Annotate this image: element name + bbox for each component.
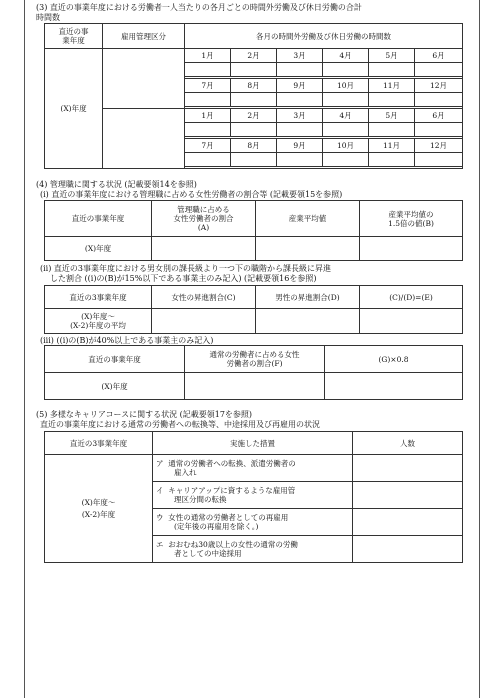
ii-row-years: (X)年度～ (X-2)年度の平均: [45, 309, 152, 334]
hours-cell[interactable]: [369, 153, 415, 167]
ii-value-cell[interactable]: [256, 309, 360, 334]
overtime-table: [44, 23, 463, 169]
hours-cell[interactable]: [185, 123, 231, 137]
iii-value-cell[interactable]: [325, 373, 463, 400]
month-label: 7月: [185, 79, 231, 93]
month-label: 8月: [231, 79, 277, 93]
month-label: 12月: [415, 139, 463, 153]
count-cell[interactable]: [353, 482, 463, 509]
col-hours-header: 各月の時間外労働及び休日労働の時間数: [185, 24, 463, 49]
hours-cell[interactable]: [277, 63, 323, 77]
month-label: 1月: [185, 49, 231, 63]
month-label: 11月: [369, 79, 415, 93]
regular-worker-table: [44, 345, 463, 400]
col-category-header: 雇用管理区分: [103, 24, 185, 49]
i-value-cell[interactable]: [256, 237, 360, 261]
hours-cell[interactable]: [185, 153, 231, 167]
hours-cell[interactable]: [369, 63, 415, 77]
measure-item: ウ 女性の通常の労働者としての再雇用 (定年後の再雇用を除く。): [153, 509, 353, 536]
ii-value-cell[interactable]: [360, 309, 463, 334]
v-row-years: (X)年度～ (X-2)年度: [45, 455, 153, 563]
ii-value-cell[interactable]: [152, 309, 256, 334]
row-year-label: (X)年度: [45, 49, 103, 169]
hours-cell[interactable]: [277, 93, 323, 107]
count-cell[interactable]: [353, 455, 463, 482]
hours-cell[interactable]: [323, 153, 369, 167]
v-col-measures: 実施した措置: [153, 432, 353, 455]
i-col-year: 直近の事業年度: [45, 201, 152, 237]
month-label: 6月: [415, 49, 463, 63]
hours-cell[interactable]: [231, 93, 277, 107]
hours-cell[interactable]: [231, 63, 277, 77]
v-col-count: 人数: [353, 432, 463, 455]
i-col-industry-1-5: 産業平均値の 1.5倍の値(B): [360, 201, 463, 237]
month-label: 1月: [185, 109, 231, 123]
v-col-years: 直近の3事業年度: [45, 432, 153, 455]
i-col-industry-avg: 産業平均値: [256, 201, 360, 237]
promotion-ratio-table: [44, 285, 463, 334]
hours-cell[interactable]: [369, 123, 415, 137]
iii-col-g: (G)×0.8: [325, 346, 463, 373]
hours-cell[interactable]: [323, 93, 369, 107]
section-3-heading-line1: (3) 直近の事業年度における労働者一人当たりの各月ごとの時間外労働及び休日労働の合計: [36, 3, 362, 12]
i-col-female-ratio: 管理職に占める 女性労働者の割合 (A): [152, 201, 256, 237]
hours-cell[interactable]: [231, 153, 277, 167]
hours-cell[interactable]: [277, 123, 323, 137]
month-label: 11月: [369, 139, 415, 153]
hours-cell[interactable]: [415, 123, 463, 137]
month-label: 10月: [323, 79, 369, 93]
month-label: 12月: [415, 79, 463, 93]
hours-cell[interactable]: [415, 153, 463, 167]
ii-col-ratio: (C)/(D)=(E): [360, 286, 463, 309]
measure-item: エ おおむね30歳以上の女性の通常の労働 者としての中途採用: [153, 536, 353, 563]
ii-col-male: 男性の昇進割合(D): [256, 286, 360, 309]
career-course-table: [44, 431, 463, 563]
col-year-header: 直近の事 業年度: [45, 24, 103, 49]
i-row-year: (X)年度: [45, 237, 152, 261]
month-label: 4月: [323, 109, 369, 123]
month-label: 5月: [369, 109, 415, 123]
category-cell-1[interactable]: [103, 49, 185, 109]
section-4-ii-heading: (ii) 直近の3事業年度における男女別の課長級より一つ下の職階から課長級に昇進 した割合 ((i)の(B)が15%以下である事業主のみ記入) (記載要領16を参照): [40, 264, 331, 283]
month-label: 7月: [185, 139, 231, 153]
month-label: 4月: [323, 49, 369, 63]
hours-cell[interactable]: [323, 123, 369, 137]
count-cell[interactable]: [353, 509, 463, 536]
month-label: 5月: [369, 49, 415, 63]
section-3-heading: [36, 3, 362, 23]
month-label: 9月: [277, 139, 323, 153]
hours-cell[interactable]: [369, 93, 415, 107]
section-4-i-heading: (i) 直近の事業年度における管理職に占める女性労働者の割合等 (記載要領15を参照): [40, 190, 343, 199]
iii-row-year: (X)年度: [45, 373, 185, 400]
iii-value-cell[interactable]: [185, 373, 325, 400]
hours-cell[interactable]: [185, 63, 231, 77]
hours-cell[interactable]: [231, 123, 277, 137]
iii-col-female-ratio: 通常の労働者に占める女性 労働者の割合(F): [185, 346, 325, 373]
hours-cell[interactable]: [415, 93, 463, 107]
section-3-heading-line2: 時間数: [36, 13, 60, 22]
section-4-iii-heading: (iii) ((i)の(B)が40%以上である事業主のみ記入): [40, 336, 214, 345]
hours-cell[interactable]: [415, 63, 463, 77]
iii-col-year: 直近の事業年度: [45, 346, 185, 373]
hours-cell[interactable]: [277, 153, 323, 167]
measure-item: イ キャリアアップに資するような雇用管 理区分間の転換: [153, 482, 353, 509]
i-value-cell[interactable]: [152, 237, 256, 261]
measure-item: ア 通常の労働者への転換、派遣労働者の 雇入れ: [153, 455, 353, 482]
month-label: 9月: [277, 79, 323, 93]
ii-col-female: 女性の昇進割合(C): [152, 286, 256, 309]
month-label: 8月: [231, 139, 277, 153]
category-cell-2[interactable]: [103, 109, 185, 169]
section-5-sub: 直近の事業年度における通常の労働者への転換等、中途採用及び再雇用の状況: [40, 420, 320, 429]
month-label: 3月: [277, 49, 323, 63]
month-label: 6月: [415, 109, 463, 123]
section-5-heading: (5) 多様なキャリアコースに関する状況 (記載要領17を参照): [36, 410, 253, 419]
month-label: 2月: [231, 49, 277, 63]
ii-col-years: 直近の3事業年度: [45, 286, 152, 309]
month-label: 10月: [323, 139, 369, 153]
count-cell[interactable]: [353, 536, 463, 563]
month-label: 2月: [231, 109, 277, 123]
section-4-heading: (4) 管理職に関する状況 (記載要領14を参照): [36, 180, 197, 189]
i-value-cell[interactable]: [360, 237, 463, 261]
hours-cell[interactable]: [323, 63, 369, 77]
manager-ratio-table: [44, 200, 463, 261]
month-label: 3月: [277, 109, 323, 123]
hours-cell[interactable]: [185, 93, 231, 107]
